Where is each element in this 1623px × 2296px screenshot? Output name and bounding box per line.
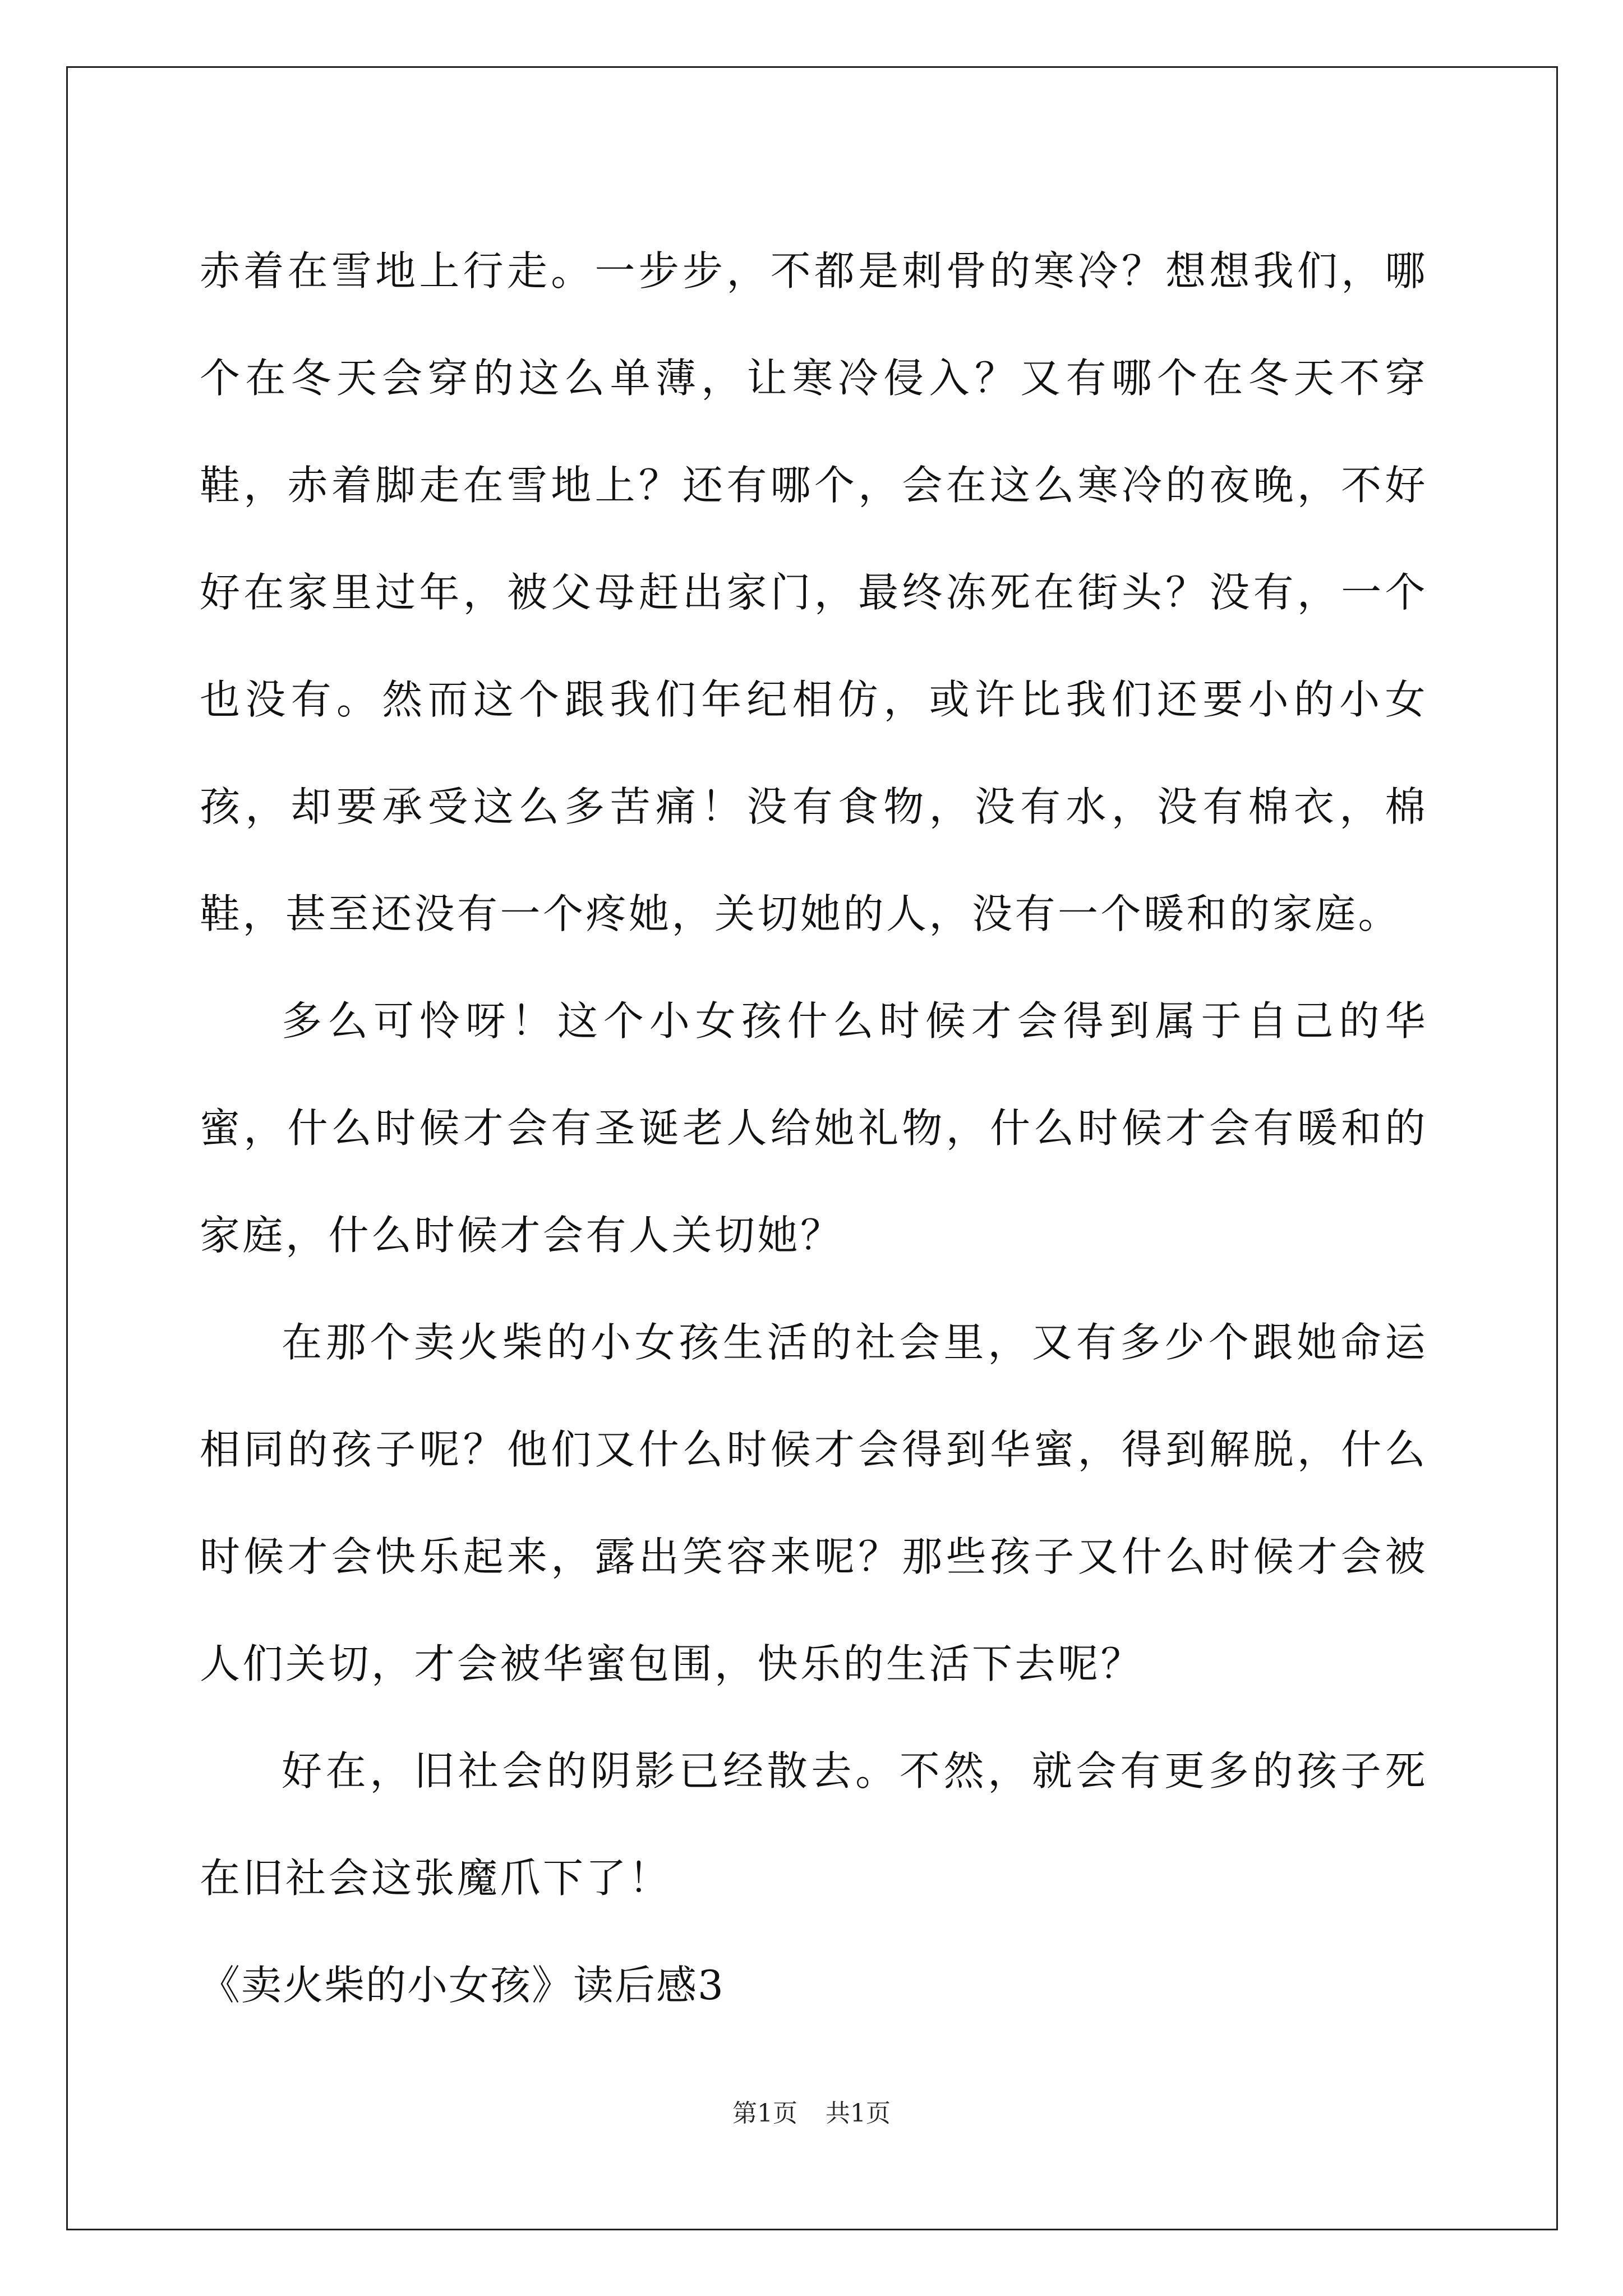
paragraph: 多么可怜呀！这个小女孩什么时候才会得到属于自己的华蜜，什么时候才会有圣诞老人给她礼物，什么时候才会有暖和的家庭，什么时候才会有人关切她？ (200, 997, 1428, 1259)
section-heading: 《卖火柴的小女孩》读后感3 (200, 1962, 725, 2009)
page-number: 第1页 (732, 2099, 797, 2128)
document-body (200, 218, 1428, 2039)
page-footer (0, 2097, 1623, 2131)
paragraph: 好在，旧社会的阴影已经散去。不然，就会有更多的孩子死在旧社会这张魔爪下了！ (200, 1747, 1428, 1902)
page-total: 共1页 (826, 2099, 891, 2128)
paragraph: 赤着在雪地上行走。一步步，不都是刺骨的寒冷？想想我们，哪个在冬天会穿的这么单薄，让寒冷侵入？又有哪个在冬天不穿鞋，赤着脚走在雪地上？还有哪个，会在这么寒冷的夜晚，不好好在家里过年，被父母赶出家门，最终冻死在街头？没有，一个也没有。然而这个跟我们年纪相仿，或许比我们还要小的小女孩，却要承受这么多苦痛！没有食物，没有水，没有棉衣，棉鞋，甚至还没有一个疼她，关切她的人，没有一个暖和的家庭。 (200, 247, 1428, 937)
paragraph: 在那个卖火柴的小女孩生活的社会里，又有多少个跟她命运相同的孩子呢？他们又什么时候才会得到华蜜，得到解脱，什么时候才会快乐起来，露出笑容来呢？那些孩子又什么时候才会被人们关切，才会被华蜜包围，快乐的生活下去呢？ (200, 1319, 1428, 1687)
